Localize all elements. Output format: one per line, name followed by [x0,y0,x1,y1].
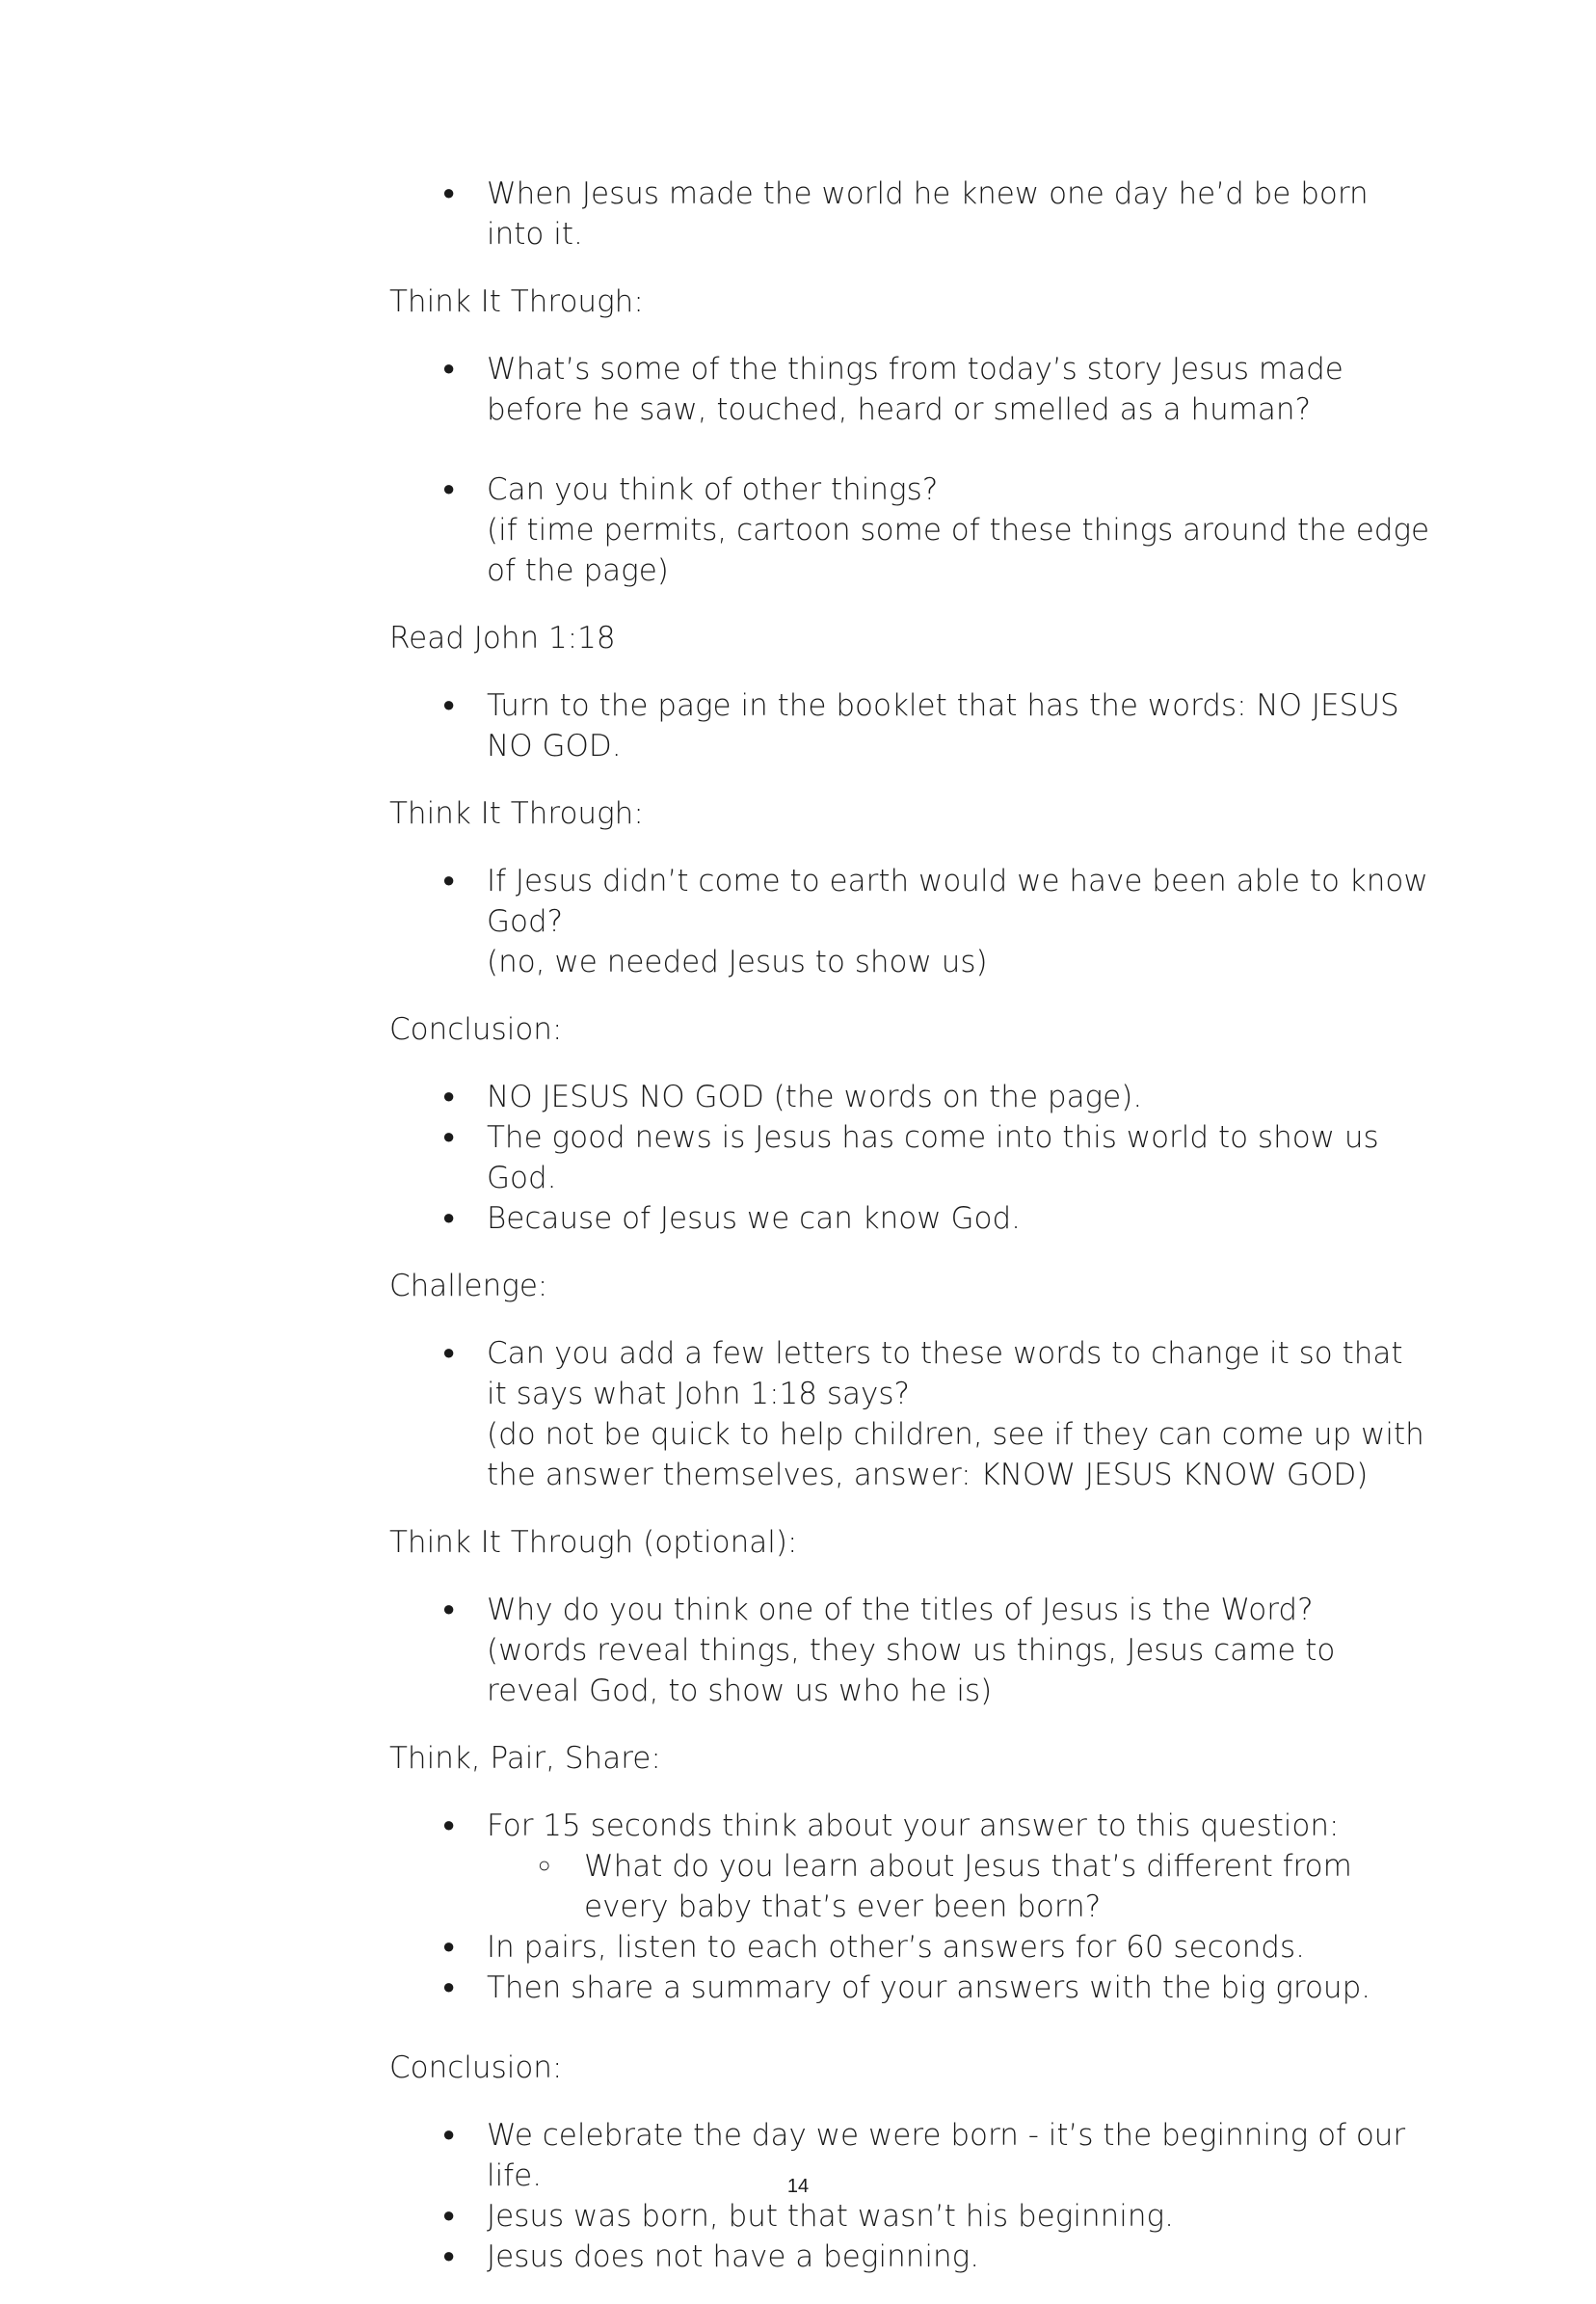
list-item [389,174,1430,255]
bullet-icon: ● [442,1975,456,1999]
list-item-text: In pairs, listen to each other’s answers for 60 seconds. [487,1930,1305,1965]
list-item-text: What’s some of the things from today’s story Jesus made before he saw, touched, heard or smelled as a human? [487,352,1343,427]
list-item [389,861,1430,982]
bullet-icon: ● [442,181,456,205]
sub-list-item [487,1846,1430,1927]
sub-list-item-text: What do you learn about Jesus that’s different from every baby that’s ever been born? [584,1849,1352,1924]
section-heading-challenge: Challenge: [389,1269,548,1303]
list-item-text: Jesus was born, but that wasn’t his beginning. [487,2199,1174,2234]
list-item-text: Because of Jesus we can know God. [487,1201,1022,1236]
section-heading-read: Read John 1:18 [389,621,616,656]
bullet-icon: ● [442,357,456,381]
list-item-text: Turn to the page in the booklet that has the words: NO JESUS NO GOD. [487,688,1399,764]
list-item [389,1198,1430,1239]
list-item [389,685,1430,766]
list-item [389,469,1430,591]
read-list [389,685,1430,766]
list-item-text: Then share a summary of your answers with the big group. [487,1970,1371,2005]
section-heading-conclusion-2: Conclusion: [389,2050,563,2085]
list-item-text: If Jesus didn’t come to earth would we have been able to know God? [487,864,1428,939]
think-2-list [389,861,1430,982]
section-heading-think-1: Think It Through: [389,284,644,319]
list-item-note: (words reveal things, they show us things, Jesus came to reveal God, to show us who he is) [487,1633,1336,1708]
list-item-text: We celebrate the day we were born - it’s the beginning of our life. [487,2118,1406,2193]
list-item-note: (no, we needed Jesus to show us) [487,945,988,979]
section-heading-think-pair-share: Think, Pair, Share: [389,1741,661,1776]
hollow-bullet-icon: ○ [538,1854,551,1878]
think-1-list [389,349,1430,591]
section-heading-think-2: Think It Through: [389,796,644,831]
section-heading-think-3: Think It Through (optional): [389,1525,798,1560]
bullet-icon: ● [442,2123,456,2147]
list-item [389,2196,1430,2237]
list-item-text: NO JESUS NO GOD (the words on the page). [487,1080,1143,1114]
intro-list [389,174,1430,255]
bullet-icon: ● [442,2204,456,2228]
bullet-icon: ● [442,1085,456,1109]
bullet-icon: ● [442,1813,456,1837]
bullet-icon: ● [442,2244,456,2268]
list-item [389,1333,1430,1495]
list-item-note: (if time permits, cartoon some of these things around the edge of the page) [487,513,1430,588]
list-item-text: Can you think of other things? [487,472,939,507]
list-item [389,1590,1430,1711]
section-heading-conclusion-1: Conclusion: [389,1012,563,1047]
list-item-text: The good news is Jesus has come into this world to show us God. [487,1120,1379,1195]
page-content [389,174,1430,2304]
list-item-text: For 15 seconds think about your answer to this question: [487,1808,1340,1843]
bullet-icon: ● [442,1935,456,1959]
bullet-icon: ● [442,693,456,717]
list-item-text: Can you add a few letters to these words to change it so that it says what John 1:18 says? [487,1336,1403,1411]
bullet-icon: ● [442,1125,456,1149]
bullet-icon: ● [442,477,456,501]
list-item-text: Why do you think one of the titles of Jesus is the Word? [487,1593,1314,1627]
list-item [389,1806,1430,1927]
list-item-text: When Jesus made the world he knew one day he’d be born into it. [487,176,1369,252]
list-item-note: (do not be quick to help children, see if they can come up with the answer themselves, answer: KNOW JESUS KNOW GOD) [487,1417,1424,1492]
think-3-list [389,1590,1430,1711]
bullet-icon: ● [442,1341,456,1365]
bullet-icon: ● [442,1206,456,1230]
bullet-icon: ● [442,1597,456,1621]
list-item [389,2237,1430,2277]
think-pair-share-list [389,1806,1430,2008]
list-item [389,1927,1430,1968]
challenge-list [389,1333,1430,1495]
list-item [389,1117,1430,1198]
list-item [389,1968,1430,2008]
list-item [389,1077,1430,1117]
bullet-icon: ● [442,869,456,893]
page-number: 14 [786,2176,810,2197]
conclusion-1-list [389,1077,1430,1239]
sub-list [487,1846,1430,1927]
list-item [389,349,1430,430]
list-item-text: Jesus does not have a beginning. [487,2239,980,2274]
